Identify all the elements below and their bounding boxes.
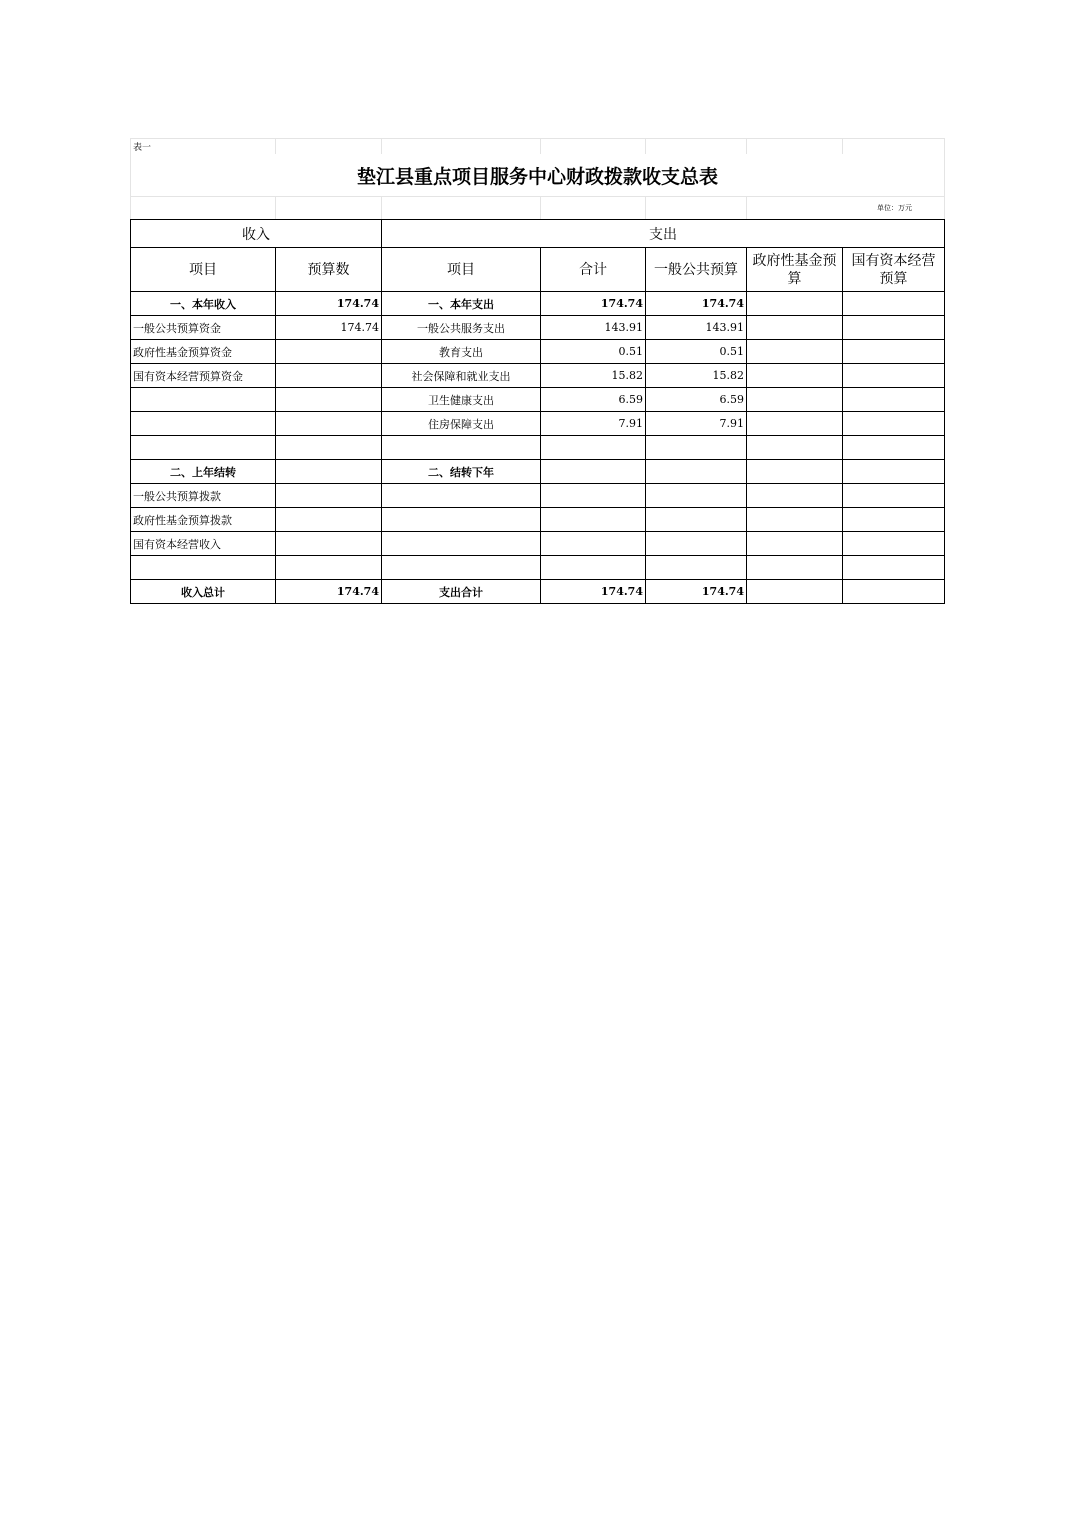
table-row bbox=[131, 292, 945, 316]
gov-fund-cell bbox=[747, 580, 843, 604]
state-capital-cell bbox=[843, 580, 945, 604]
income-item-cell: 一般公共预算资金 bbox=[131, 316, 276, 340]
table-row bbox=[131, 532, 945, 556]
table-row bbox=[131, 460, 945, 484]
total-cell bbox=[541, 436, 646, 460]
gov-fund-header: 政府性基金预算 bbox=[747, 248, 843, 292]
total-cell bbox=[541, 556, 646, 580]
income-item-cell bbox=[131, 388, 276, 412]
finance-summary-sheet bbox=[130, 138, 944, 604]
table-row bbox=[131, 556, 945, 580]
state-capital-cell bbox=[843, 412, 945, 436]
table-row bbox=[131, 580, 945, 604]
expense-item-cell bbox=[382, 556, 541, 580]
total-header: 合计 bbox=[541, 248, 646, 292]
gov-fund-cell bbox=[747, 436, 843, 460]
general-public-cell: 0.51 bbox=[646, 340, 747, 364]
table-row bbox=[131, 508, 945, 532]
state-capital-cell bbox=[843, 556, 945, 580]
expense-item-cell: 二、结转下年 bbox=[382, 460, 541, 484]
expense-item-cell: 教育支出 bbox=[382, 340, 541, 364]
state-capital-cell bbox=[843, 508, 945, 532]
table-label: 表一 bbox=[131, 139, 276, 155]
income-item-cell: 二、上年结转 bbox=[131, 460, 276, 484]
state-capital-cell bbox=[843, 340, 945, 364]
income-budget-cell bbox=[276, 412, 382, 436]
table-row bbox=[131, 412, 945, 436]
expense-item-cell: 卫生健康支出 bbox=[382, 388, 541, 412]
income-budget-cell bbox=[276, 436, 382, 460]
general-public-cell bbox=[646, 436, 747, 460]
income-budget-cell bbox=[276, 556, 382, 580]
general-public-cell: 174.74 bbox=[646, 580, 747, 604]
income-budget-cell bbox=[276, 532, 382, 556]
income-section-header: 收入 bbox=[131, 220, 382, 248]
table-body bbox=[131, 220, 945, 604]
income-item-cell bbox=[131, 556, 276, 580]
gov-fund-cell bbox=[747, 340, 843, 364]
general-public-cell bbox=[646, 484, 747, 508]
state-capital-cell bbox=[843, 388, 945, 412]
title-row bbox=[131, 154, 945, 197]
income-item-cell: 国有资本经营收入 bbox=[131, 532, 276, 556]
general-public-cell: 15.82 bbox=[646, 364, 747, 388]
income-budget-cell bbox=[276, 388, 382, 412]
unit-row bbox=[131, 197, 945, 220]
gov-fund-cell bbox=[747, 484, 843, 508]
general-public-cell: 6.59 bbox=[646, 388, 747, 412]
total-cell: 15.82 bbox=[541, 364, 646, 388]
table-row bbox=[131, 340, 945, 364]
total-cell: 0.51 bbox=[541, 340, 646, 364]
expense-item-cell: 一、本年支出 bbox=[382, 292, 541, 316]
gov-fund-cell bbox=[747, 556, 843, 580]
total-cell bbox=[541, 508, 646, 532]
income-budget-cell: 174.74 bbox=[276, 316, 382, 340]
general-public-cell: 174.74 bbox=[646, 292, 747, 316]
income-item-cell: 政府性基金预算拨款 bbox=[131, 508, 276, 532]
total-cell: 7.91 bbox=[541, 412, 646, 436]
label-row bbox=[131, 139, 945, 155]
income-budget-cell bbox=[276, 484, 382, 508]
income-item-cell bbox=[131, 412, 276, 436]
income-item-cell: 收入总计 bbox=[131, 580, 276, 604]
expense-item-header: 项目 bbox=[382, 248, 541, 292]
expense-item-cell: 一般公共服务支出 bbox=[382, 316, 541, 340]
income-item-cell: 一、本年收入 bbox=[131, 292, 276, 316]
total-cell: 174.74 bbox=[541, 580, 646, 604]
state-capital-cell bbox=[843, 316, 945, 340]
income-item-header: 项目 bbox=[131, 248, 276, 292]
state-capital-cell bbox=[843, 484, 945, 508]
general-public-cell: 7.91 bbox=[646, 412, 747, 436]
gov-fund-cell bbox=[747, 292, 843, 316]
income-budget-cell bbox=[276, 508, 382, 532]
income-budget-cell: 174.74 bbox=[276, 292, 382, 316]
expense-item-cell: 支出合计 bbox=[382, 580, 541, 604]
income-item-cell: 政府性基金预算资金 bbox=[131, 340, 276, 364]
income-budget-cell: 174.74 bbox=[276, 580, 382, 604]
general-public-cell bbox=[646, 556, 747, 580]
gov-fund-cell bbox=[747, 508, 843, 532]
general-public-header: 一般公共预算 bbox=[646, 248, 747, 292]
income-budget-cell bbox=[276, 460, 382, 484]
expense-item-cell: 住房保障支出 bbox=[382, 412, 541, 436]
table-row bbox=[131, 316, 945, 340]
total-cell: 143.91 bbox=[541, 316, 646, 340]
income-budget-header: 预算数 bbox=[276, 248, 382, 292]
table-title: 垫江县重点项目服务中心财政拨款收支总表 bbox=[131, 154, 945, 197]
state-capital-cell bbox=[843, 292, 945, 316]
gov-fund-cell bbox=[747, 364, 843, 388]
state-capital-cell bbox=[843, 460, 945, 484]
section-header-row bbox=[131, 220, 945, 248]
finance-summary-table bbox=[130, 138, 945, 604]
general-public-cell: 143.91 bbox=[646, 316, 747, 340]
total-cell bbox=[541, 484, 646, 508]
total-cell bbox=[541, 460, 646, 484]
expense-item-cell bbox=[382, 532, 541, 556]
expense-item-cell bbox=[382, 436, 541, 460]
gov-fund-cell bbox=[747, 532, 843, 556]
state-capital-cell bbox=[843, 532, 945, 556]
table-row bbox=[131, 388, 945, 412]
total-cell: 174.74 bbox=[541, 292, 646, 316]
unit-label: 单位：万元 bbox=[747, 197, 945, 220]
table-row bbox=[131, 484, 945, 508]
expense-section-header: 支出 bbox=[382, 220, 945, 248]
gov-fund-cell bbox=[747, 316, 843, 340]
income-item-cell: 一般公共预算拨款 bbox=[131, 484, 276, 508]
expense-item-cell bbox=[382, 484, 541, 508]
income-item-cell bbox=[131, 436, 276, 460]
gov-fund-cell bbox=[747, 460, 843, 484]
income-item-cell: 国有资本经营预算资金 bbox=[131, 364, 276, 388]
gov-fund-cell bbox=[747, 388, 843, 412]
general-public-cell bbox=[646, 532, 747, 556]
general-public-cell bbox=[646, 508, 747, 532]
state-capital-header: 国有资本经营预算 bbox=[843, 248, 945, 292]
table-row bbox=[131, 436, 945, 460]
expense-item-cell bbox=[382, 508, 541, 532]
expense-item-cell: 社会保障和就业支出 bbox=[382, 364, 541, 388]
general-public-cell bbox=[646, 460, 747, 484]
total-cell: 6.59 bbox=[541, 388, 646, 412]
column-header-row bbox=[131, 248, 945, 292]
state-capital-cell bbox=[843, 364, 945, 388]
income-budget-cell bbox=[276, 340, 382, 364]
state-capital-cell bbox=[843, 436, 945, 460]
income-budget-cell bbox=[276, 364, 382, 388]
table-row bbox=[131, 364, 945, 388]
total-cell bbox=[541, 532, 646, 556]
gov-fund-cell bbox=[747, 412, 843, 436]
